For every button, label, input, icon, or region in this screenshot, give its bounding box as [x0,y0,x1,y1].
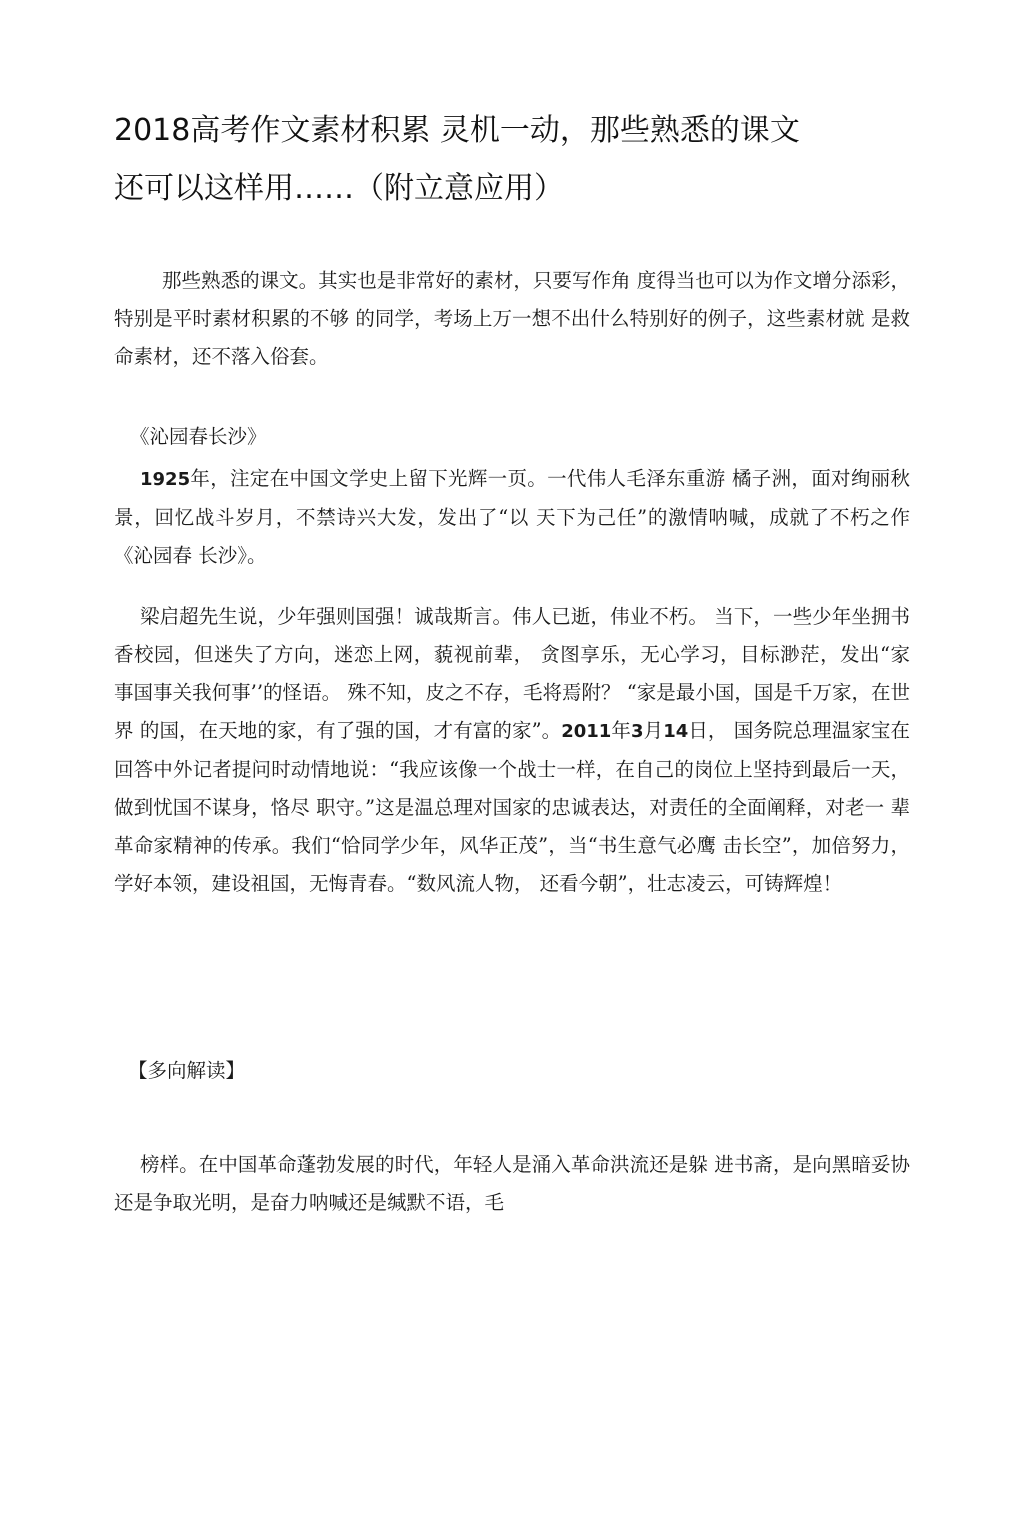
paragraph-liang-part-2: 日， 国务院总理温家宝在回答中外记者提问时动情地说：“我应该像一个战士一样，在自己的岗位上坚持到最后一天，做到忧国不谋身，恪尽 职守。”这是温总理对国家的忠诚表达，对责任的全面阐释，对老一 辈革命家精神的传承。我们“恰同学少年，风华正茂”，当“书生意气必鹰 击长空”，加倍努力，学好本领，建设祖国，无悔青春。“数风流人物， 还看今朝”，壮志凌云，可铸辉煌！ [114,719,910,895]
paragraph-1925-text: 年，注定在中国文学史上留下光辉一页。一代伟人毛泽东重游 橘子洲，面对绚丽秋景，回忆战斗岁月，不禁诗兴大发，发出了“以 天下为己任”的激情呐喊，成就了不朽之作《沁园春 长沙》。 [114,467,910,567]
intro-paragraph: 那些熟悉的课文。其实也是非常好的素材，只要写作角 度得当也可以为作文增分添彩，特别是平时素材积累的不够 的同学，考场上万一想不出什么特别好的例子，这些素材就 是救命素材，还不落入俗套。 [114,269,910,368]
paragraph-1925 [114,460,910,575]
month-3: 3 [630,721,644,742]
year-2011: 2011 [561,721,612,742]
section-heading: 《沁园春长沙》 [130,425,267,448]
day-14: 14 [663,721,689,742]
year-1925: 1925 [140,469,191,490]
paragraph-role-model: 榜样。在中国革命蓬勃发展的时代，年轻人是涌入革命洪流还是躲 进书斋，是向黑暗妥协还是争取光明，是奋力呐喊还是缄默不语，毛 [114,1153,910,1214]
title-line-1: 2018高考作文素材积累 灵机一动，那些熟悉的课文 [114,113,800,148]
paragraph-liang-part-1: 梁启超先生说，少年强则国强！诚哉斯言。伟人已逝，伟业不朽。 当下，一些少年坐拥书香校园，但迷失了方向，迷恋上网，藐视前辈， 贪图享乐，无心学习，目标渺茫，发出“家事国事关我何事’’的怪语。 殊不知，皮之不存，毛将焉附？ “家是最小国，国是千万家，在世界 的国，在天地的家，有了强的国，才有富的家”。 [114,605,910,742]
document-title [114,102,914,218]
paragraph-liang-qichao [114,598,910,903]
title-line-2: 还可以这样用……（附立意应用） [114,171,564,206]
subheading-multi-reading: 【多向解读】 [128,1059,246,1082]
month-suffix: 月 [643,719,664,742]
year-suffix: 年 [611,719,631,742]
